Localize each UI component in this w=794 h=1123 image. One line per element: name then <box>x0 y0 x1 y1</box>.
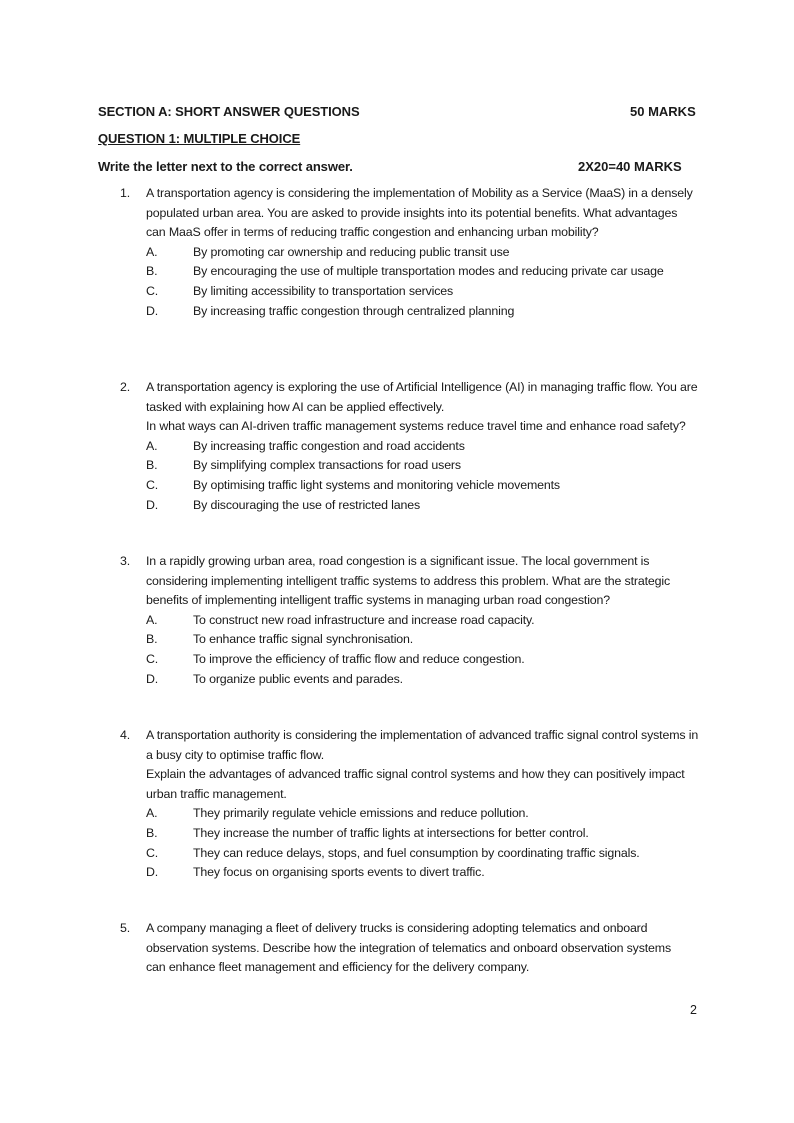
option-letter: A. <box>146 244 158 259</box>
question-text <box>146 726 700 804</box>
instruction-marks: 2X20=40 MARKS <box>578 159 682 174</box>
option-text: By increasing traffic congestion through centralized planning <box>193 303 515 318</box>
option-letter: D. <box>146 671 159 686</box>
question-number: 1. <box>120 186 131 200</box>
option-c <box>146 844 700 864</box>
option-letter: D. <box>146 865 159 880</box>
question-4 <box>120 726 700 883</box>
option-text: By encouraging the use of multiple transportation modes and reducing private car usage <box>193 264 664 279</box>
option-text: By discouraging the use of restricted lanes <box>193 497 421 512</box>
question-text-part-2: Explain the advantages of advanced traffic signal control systems and how they can positively impact urban traffic management. <box>146 767 685 801</box>
option-text: They primarily regulate vehicle emissions and reduce pollution. <box>193 806 529 821</box>
option-a <box>146 437 700 457</box>
option-c <box>146 476 700 496</box>
option-letter: A. <box>146 806 158 821</box>
option-d <box>146 863 700 883</box>
question-1 <box>120 184 700 321</box>
question-text <box>146 378 700 437</box>
option-text: By promoting car ownership and reducing public transit use <box>193 244 510 259</box>
option-text: To construct new road infrastructure and increase road capacity. <box>193 612 535 627</box>
question-text-part-1: A transportation authority is considering the implementation of advanced traffic signal control systems in a busy city to optimise traffic flow. <box>146 728 699 762</box>
option-text: They increase the number of traffic lights at intersections for better control. <box>193 825 589 840</box>
question-text-part-1: A transportation agency is exploring the use of Artificial Intelligence (AI) in managing traffic flow. You are tasked with explaining how AI can be applied effectively. <box>146 380 698 414</box>
option-text: To improve the efficiency of traffic flow and reduce congestion. <box>193 651 525 666</box>
option-letter: B. <box>146 825 158 840</box>
instruction-text: Write the letter next to the correct answer. <box>98 159 353 174</box>
option-text: By optimising traffic light systems and monitoring vehicle movements <box>193 477 560 492</box>
option-text: By limiting accessibility to transportation services <box>193 283 454 298</box>
option-letter: C. <box>146 283 159 298</box>
page-number: 2 <box>690 1003 697 1017</box>
option-letter: A. <box>146 438 158 453</box>
option-letter: D. <box>146 303 159 318</box>
option-a <box>146 243 700 263</box>
option-text: To organize public events and parades. <box>193 671 403 686</box>
question-3 <box>120 552 700 689</box>
question-number: 3. <box>120 554 131 568</box>
option-text: To enhance traffic signal synchronisation. <box>193 632 414 647</box>
option-d <box>146 302 700 322</box>
option-text: They focus on organising sports events to divert traffic. <box>193 865 485 880</box>
option-letter: C. <box>146 477 159 492</box>
option-letter: C. <box>146 845 159 860</box>
question-text: A company managing a fleet of delivery trucks is considering adopting telematics and onboard observation systems. Describe how the integration of telematics and onboard observation systems can enhance fleet management and efficiency for the delivery company. <box>146 921 672 975</box>
question-number: 4. <box>120 728 131 742</box>
option-c <box>146 282 700 302</box>
option-letter: C. <box>146 651 159 666</box>
option-b <box>146 824 700 844</box>
option-b <box>146 456 700 476</box>
question-heading: QUESTION 1: MULTIPLE CHOICE <box>98 131 301 146</box>
option-d <box>146 496 700 516</box>
option-letter: B. <box>146 632 158 647</box>
section-marks: 50 MARKS <box>630 104 696 119</box>
option-b <box>146 630 700 650</box>
question-2 <box>120 378 700 515</box>
option-text: By increasing traffic congestion and road accidents <box>193 438 465 453</box>
option-d <box>146 670 700 690</box>
option-letter: B. <box>146 264 158 279</box>
option-letter: D. <box>146 497 159 512</box>
option-b <box>146 262 700 282</box>
question-5 <box>120 919 700 978</box>
option-letter: A. <box>146 612 158 627</box>
question-number: 2. <box>120 380 131 394</box>
option-text: They can reduce delays, stops, and fuel consumption by coordinating traffic signals. <box>193 845 640 860</box>
option-c <box>146 650 700 670</box>
question-number: 5. <box>120 921 131 935</box>
question-text: A transportation agency is considering the implementation of Mobility as a Service (MaaS) in a densely populated urban area. You are asked to provide insights into its potential benefits. What advantages can MaaS offer in terms of reducing traffic congestion and enhancing urban mobility? <box>146 186 693 240</box>
question-text: In a rapidly growing urban area, road congestion is a significant issue. The local government is considering implementing intelligent traffic systems to address this problem. What are the strategic benefits of implementing intelligent traffic systems in managing urban road congestion? <box>146 554 671 608</box>
option-letter: B. <box>146 458 158 473</box>
question-text-part-2: In what ways can AI-driven traffic management systems reduce travel time and enhance road safety? <box>146 419 686 434</box>
option-text: By simplifying complex transactions for road users <box>193 458 461 473</box>
section-title: SECTION A: SHORT ANSWER QUESTIONS <box>98 104 360 119</box>
option-a <box>146 804 700 824</box>
option-a <box>146 611 700 631</box>
